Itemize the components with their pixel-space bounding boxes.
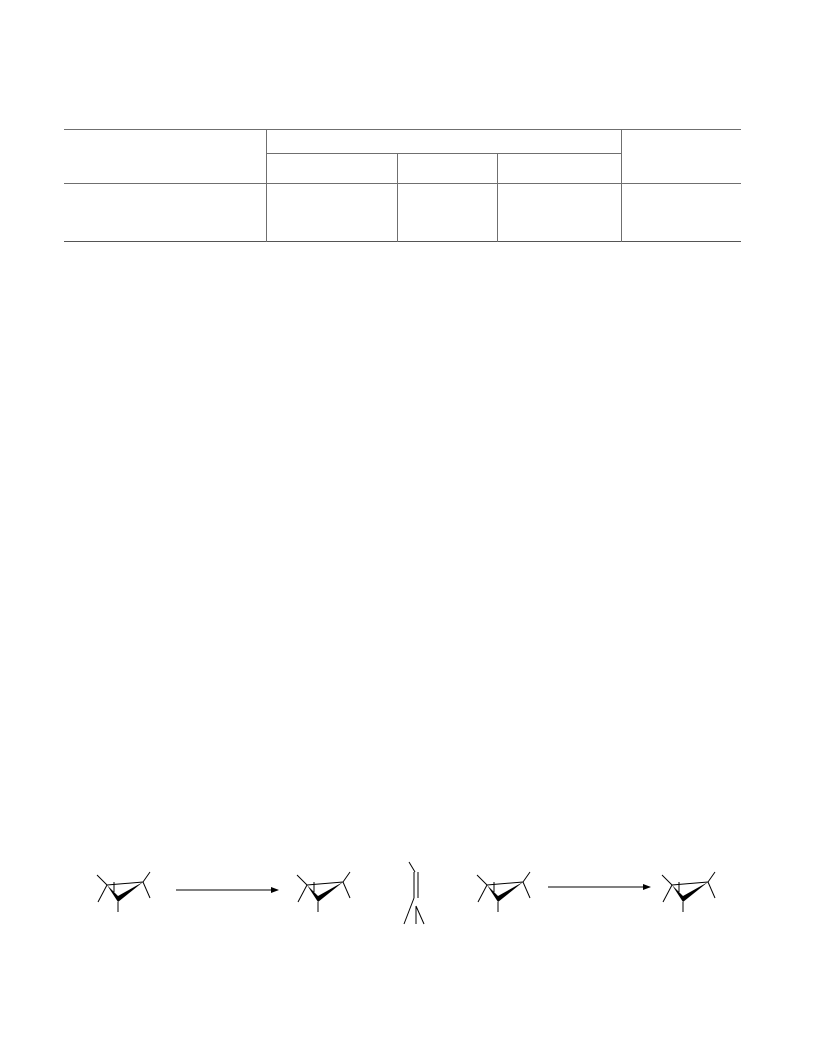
cyclopropane-structure-3 xyxy=(477,872,530,912)
table-header-rule xyxy=(64,183,741,184)
cyclopropane-structure-2 xyxy=(297,872,350,912)
diene-structure xyxy=(404,862,424,924)
table-col-divider xyxy=(266,129,267,242)
table-col-divider xyxy=(497,154,498,242)
scheme-drawing xyxy=(0,850,816,940)
table-bottom-rule xyxy=(64,241,741,242)
data-table xyxy=(64,129,741,242)
table-col-divider xyxy=(621,129,622,242)
table-top-rule xyxy=(64,129,741,130)
cyclopropane-structure-1 xyxy=(97,872,150,912)
table-col-divider xyxy=(397,154,398,242)
cyclopropane-structure-4 xyxy=(662,872,715,912)
table-group-rule xyxy=(266,153,621,154)
reaction-scheme xyxy=(0,850,816,940)
